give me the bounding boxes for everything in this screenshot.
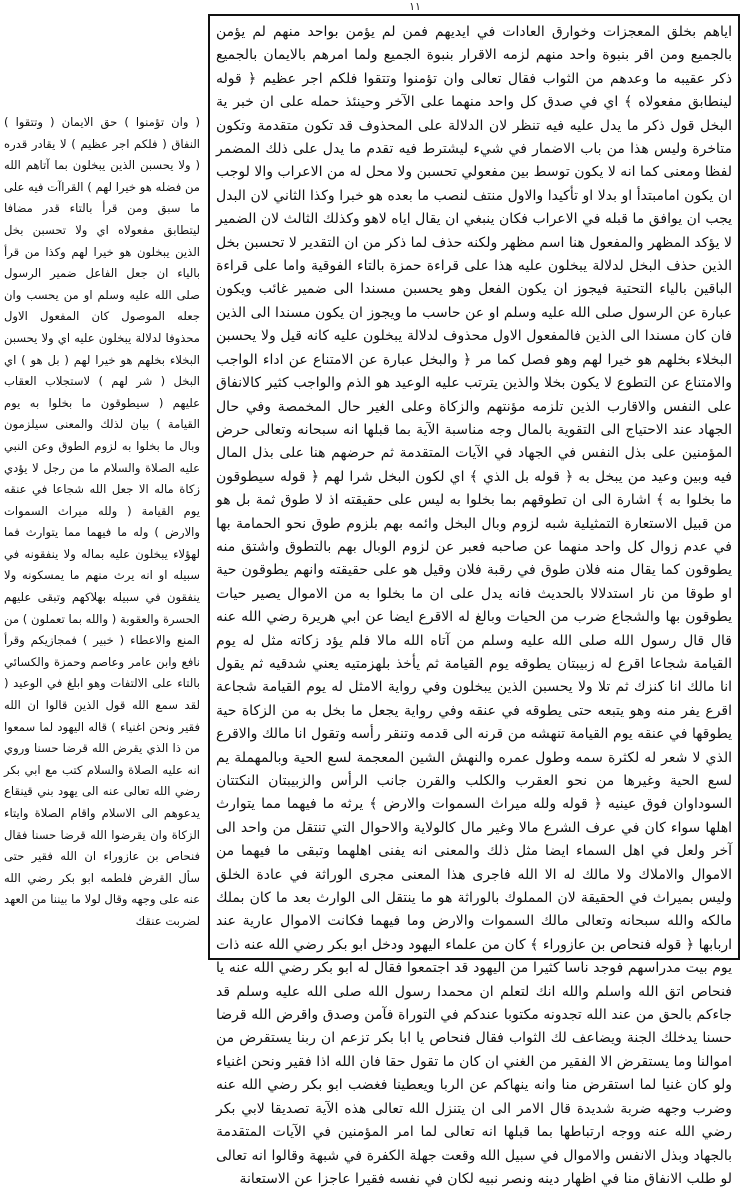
margin-column [4, 112, 200, 928]
main-paragraph: اياهم بخلق المعجزات وخوارق العادات في ايديهم فمن لم يؤمن بواحد منهم لم يؤمن بالجميع ومن اقر بنبوة واحد منهم لزمه الاقرار بنبوة الجميع ولما امرهم بالايمان بالجميع ذكر عقيبه ما وعدهم من الثواب فقال تعالى وان تؤمنوا وتتقوا فلكم اجر عظيم ﴿ قوله لينطابق مفعولاه ﴾ اي في صدق كل واحد منهما على الآخر وحينئذ حمله على ان خبر ية البخل قول ذكر ما يدل عليه فيه تنظر لان الدلالة على المحذوف قد تكون متقدمة وتكون متاخرة وليس هذا من باب الاضمار في شيء ليشترط فيه تقدم ما يدل على ذلك المضمر لفظا ومعنى كما انه لا يكون توسط بين مفعولي تحسبن ولا محل له من الاعراب والا لوجب ان يكون امامبتدأ او بدلا او تأكيدا والاول منتف لنصب ما بعده هو خبرا وكذا الثاني لان البدل يجب ان يوافق ما قبله في الاعراب فكان ينبغي ان يقال اياه لاهو وكذلك الثالث لان الضمير لا يؤكد المظهر والمفعول هنا اسم مظهر ولكنه حذف لما ذكر من ان التقدير لا تحسبن بخل الذين حذف البخل لدلالة يبخلون عليه هذا على قراءة حمزة بالتاء الفوقية واما على قراءة الباقين بالياء التحتية فيجوز ان يكون الفعل وهو يحسبن مسندا الى ضمير غائب ويكون عبارة عن الرسول صلى الله عليه وسلم او عن حاسب ما ويجوز ان يكون مسندا الى الذين فان كان مسندا الى الذين فالمفعول الاول محذوف لدلالة يبخلون عليه كانه قيل ولا يحسبن البخلاء بخلهم هو خيرا لهم وهو فصل كما مر ﴿ والبخل عبارة عن الامتناع عن اداء الواجب والامتناع عن التطوع لا يكون بخلا والذين يترتب عليه الوعيد هو الذم والواجب كثير كالانفاق على النفس والاقارب الذين تلزمه مؤنتهم والزكاة وعلى الغير حال المخمصة وفي حال الجهاد عند الاحتياج الى التقوية بالمال وجه مناسبة الآية بما قبلها انه سبحانه وتعالى حرض المؤمنين على بذل النفس في الجهاد في الآيات المتقدمة ثم حرضهم هنا على بذل المال فيه وبين وعيد من يبخل به ﴿ قوله بل الذي ﴾ اي لكون البخل شرا لهم ﴿ قوله سيطوقون ما بخلوا به ﴾ اشارة الى ان تطوقهم بما بخلوا به ليس على حقيقته اذ لا طوق ثمة بل هو من قبيل الاستعارة التمثيلية شبه لزوم وبال البخل وائمه بهم بلزوم طوق نحو الحمامة بها في عدم زوال كل واحد منهما عن صاحبه فعبر عن لزوم الوبال بهم بالتطوق واشتق منه يطوقون كما يقال منه فلان طوق في رقبة فلان وقيل هو على حقيقته وانهم يطوقون حية او طوقا من نار استدلالا بالحديث فانه يدل على ان ما بخلوا به من الاموال يصير حيات يطوقون بها والشجاع ضرب من الحيات وبالغ له الاقرع ايضا عن ابي هريرة رضي الله عنه قال قال رسول الله صلى الله عليه وسلم من آتاه الله مالا فلم يؤد زكاته مثل له يوم القيامة شجاعا اقرع له زبيبتان يطوقه يوم القيامة ثم يأخذ بلهزمتيه يعني شدقيه ثم يقول انا مالك انا كنزك ثم تلا ولا يحسبن الذين يبخلون وفي رواية الامثل له يوم القيامة شجاعة اقرع يفر منه وهو يتبعه حتى يطوقه في عنقه وفي رواية يجعل ما بخل به من الزكاة حية يطوقها في عنقه يوم القيامة تنهشه من قرنه الى قدمه وتنقر رأسه وتقول انا مالك والاقرع الذي لا شعر له لكثرة سمه وطول عمره والنهش الشين المعجمة لسع الحية وبالمهملة يم لسع الحية وغيرها من نحو العقرب والكلب والقرن جانب الرأس والزبيبتان النكتتان السوداوان فوق عينيه ﴿ قوله ولله ميراث السموات والارض ﴾ يرثه ما فيهما مما يتوارث اهلها سواء كان في عرف الشرع مالا وغير مال كالولاية والاحوال التي تنتقل من واحد الى آخر ولعل في اهل السماء ايضا مثل ذلك والمعنى انه يفنى اهلهما وتبقى ما فيهما من الاموال والاملاك ولا مالك له الا الله فاجرى هذا المعنى مجرى الوراثة في عادة الخلق وليس بميراث في الحقيقة لان المملوك بالوراثة هو ما ينتقل الى الوارث بعد ما كان بملك مالكه والله سبحانه وتعالى مالك السموات والارض وما فيهما فكانت الاموال عارية عند اربابها ﴿ قوله فنحاص بن عازوراء ﴾ كان من علماء اليهود ودخل ابو بكر رضي الله عنه ذات يوم بيت مدراسهم فوجد ناسا كثيرا من اليهود قد اجتمعوا فقال له ابو بكر رضي الله عنه يا فنحاص اتق الله واسلم والله انك لتعلم ان محمدا رسول الله صلى الله عليه وسلم قد جاءكم بالحق من عند الله تجدونه مكتوبا عندكم في التوراة فآمن وصدق واقرض الله قرضا حسنا يدخلك الجنة ويضاعف لك الثواب فقال فنحاص يا ابا بكر تزعم ان ربنا يستقرض من اموالنا وما يستقرض الا الفقير من الغني ان كان ما تقول حقا فان الله اذا فقير ونحن اغنياء ولو كان غنيا لما استقرض منا وانه ينهاكم عن الربا ويعطينا فغضب ابو بكر رضي الله عنه وضرب وجهه ضربة شديدة قال الامر الى ان يتنزل الله تعالى هذه الآية تصديقا لابي بكر رضي الله عنه ووجه ارتباطها بما قبلها انه تعالى لما امر المؤمنين في الآيات المتقدمة بالجهاد وبذل الانفس والاموال في سبيل الله وقعت جهلة الكفرة في شبهة وقالوا انه تعالى لو طلب الانفاق منا في اظهار دينه ونصر نبيه لكان في نفسه فقيرا عاجزا عن الاستعانة [216, 24, 732, 1187]
main-text-frame [208, 14, 740, 1187]
margin-tafsir [4, 112, 200, 933]
main-commentary [216, 21, 732, 1191]
margin-paragraph: ( وان تؤمنوا ) حق الايمان ( وتتقوا ) النفاق ( فلكم اجر عظيم ) لا يقادر قدره ( ولا يحسبن الذين يبخلون بما آتاهم الله من فضله هو خيرا لهم ) القراآت فيه على ما سبق ومن قرأ بالتاء قدر مضافا ليتطابق مفعولاه اي ولا تحسبن بخل الذين يبخلون هو خيرا لهم وكذا من قرأ بالياء ان جعل الفاعل ضمير الرسول صلى الله عليه وسلم او من يحسب وان جعله الموصول كان المفعول الاول محذوفا لدلالة يبخلون عليه اي ولا يحسبن البخلاء بخلهم هو خيرا لهم ( بل هو ) اي البخل ( شر لهم ) لاستجلاب العقاب عليهم ( سيطوقون ما بخلوا به يوم القيامة ) بيان لذلك والمعنى سيلزمون وبال ما بخلوا به لزوم الطوق وعن النبي عليه الصلاة والسلام ما من رجل لا يؤدي زكاة ماله الا جعل الله شجاعا في عنقه يوم القيامة ( ولله ميراث السموات والارض ) وله ما فيهما مما يتوارث فما لهؤلاء يبخلون عليه بماله ولا ينفقونه في سبيله او انه يرث منهم ما يمسكونه ولا ينفقون في سبيله بهلاكهم وتبقى عليهم الحسرة والعقوبة ( والله بما تعملون ) من المنع والاعطاء ( خبير ) فمجازيكم وقرأ نافع وابن عامر وعاصم وحمزة والكسائي بالتاء على الالتفات وهو ابلغ في الوعيد ( لقد سمع الله قول الذين قالوا ان الله فقير ونحن اغنياء ) قاله اليهود لما سمعوا من ذا الذي يقرض الله قرضا حسنا وروي انه عليه الصلاة والسلام كتب مع ابي بكر رضي الله تعالى عنه الى يهود بني قينقاع يدعوهم الى الاسلام واقام الصلاة وايتاء الزكاة وان يقرضوا الله قرضا حسنا فقال فنحاص بن عازوراء ان الله فقير حتى سأل القرض فلطمه ابو بكر رضي الله عنه على وجهه وقال لولا ما بيننا من العهد لضربت عنقك [4, 115, 200, 928]
page-number: ١١ [409, 0, 421, 13]
